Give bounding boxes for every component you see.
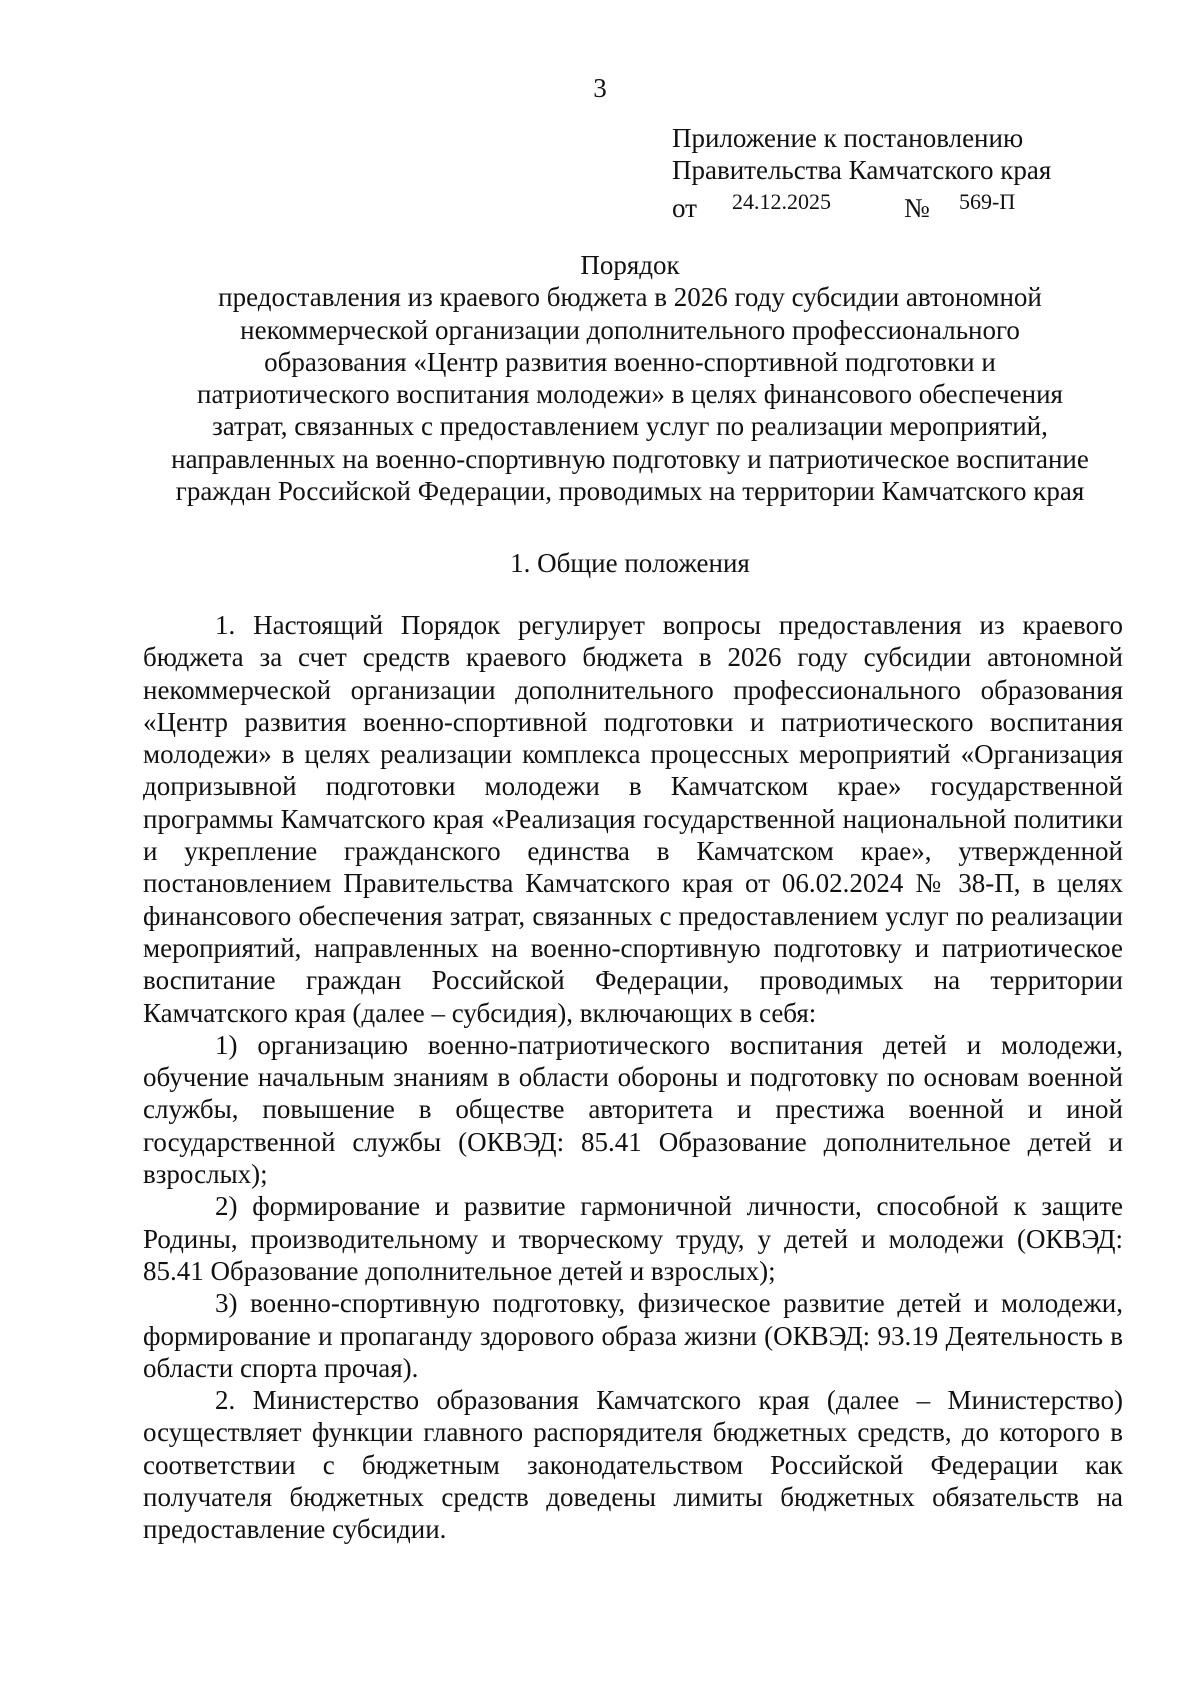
number-label: № bbox=[904, 193, 930, 223]
from-label: от bbox=[672, 193, 697, 223]
paragraph: 2. Министерство образования Камчатского края (далее – Министерство) осуществляет функции главного распорядителя бюджетных средств, до которого в соответствии с бюджетным законодательством Российской Федерации как получателя бюджетных средств доведены лимиты бюджетных обязательств на предоставление субсидии. bbox=[143, 1385, 1123, 1545]
title-subtitle-line: направленных на военно-спортивную подготовку и патриотическое воспитание bbox=[171, 443, 1089, 474]
appendix-line-2: Правительства Камчатского края bbox=[672, 155, 1052, 185]
appendix-block bbox=[672, 122, 1142, 223]
decree-number: 569-П bbox=[959, 189, 1016, 214]
title-heading: Порядок bbox=[580, 250, 680, 280]
page-number: 3 bbox=[593, 73, 607, 103]
paragraph: 1) организацию военно-патриотического воспитания детей и молодежи, обучение начальным знаниям в области обороны и подготовку по основам военной службы, повышение в обществе авторитета и престижа военной и иной государственной службы (ОКВЭД: 85.41 Образование дополнительное детей и взрослых); bbox=[143, 1029, 1123, 1190]
title-subtitle-line: некоммерческой организации дополнительного профессионального bbox=[240, 314, 1020, 345]
decree-date: 24.12.2025 bbox=[732, 189, 831, 214]
title-subtitle-line: патриотического воспитания молодежи» в целях финансового обеспечения bbox=[197, 379, 1063, 410]
document-title bbox=[140, 249, 1120, 507]
paragraph: 3) военно-спортивную подготовку, физическое развитие детей и молодежи, формирование и пропаганду здорового образа жизни (ОКВЭД: 93.19 Деятельность в области спорта прочая). bbox=[143, 1288, 1123, 1383]
title-subtitle-line: образования «Центр развития военно-спортивной подготовки и bbox=[264, 346, 996, 377]
document-body bbox=[143, 609, 1123, 1546]
title-subtitle-line: затрат, связанных с предоставлением услуг по реализации мероприятий, bbox=[212, 411, 1048, 442]
appendix-date-row bbox=[672, 186, 1142, 223]
appendix-line-1: Приложение к постановлению bbox=[672, 123, 1024, 153]
section-heading: 1. Общие положения bbox=[510, 548, 750, 578]
paragraph: 1. Настоящий Порядок регулирует вопросы предоставления из краевого бюджета за счет средств краевого бюджета в 2026 году субсидии автономной некоммерческой организации дополнительного профессионального образования «Центр развития военно-спортивной подготовки и патриотического воспитания молодежи» в целях реализации комплекса процессных мероприятий «Организация допризывной подготовки молодежи в Камчатском крае» государственной программы Камчатского края «Реализация государственной национальной политики и укрепление гражданского единства в Камчатском крае», утвержденной постановлением Правительства Камчатского края от 06.02.2024 № 38-П, в целях финансового обеспечения затрат, связанных с предоставлением услуг по реализации мероприятий, направленных на военно-спортивную подготовку и патриотическое воспитание граждан Российской Федерации, проводимых на территории Камчатского края (далее – субсидия), включающих в себя: bbox=[143, 610, 1123, 1028]
paragraph: 2) формирование и развитие гармоничной личности, способной к защите Родины, производительному и творческому труду, у детей и молодежи (ОКВЭД: 85.41 Образование дополнительное детей и взрослых); bbox=[143, 1191, 1123, 1286]
title-subtitle-line: граждан Российской Федерации, проводимых на территории Камчатского края bbox=[175, 476, 1085, 507]
title-subtitle-line: предоставления из краевого бюджета в 2026 году субсидии автономной bbox=[218, 282, 1042, 313]
